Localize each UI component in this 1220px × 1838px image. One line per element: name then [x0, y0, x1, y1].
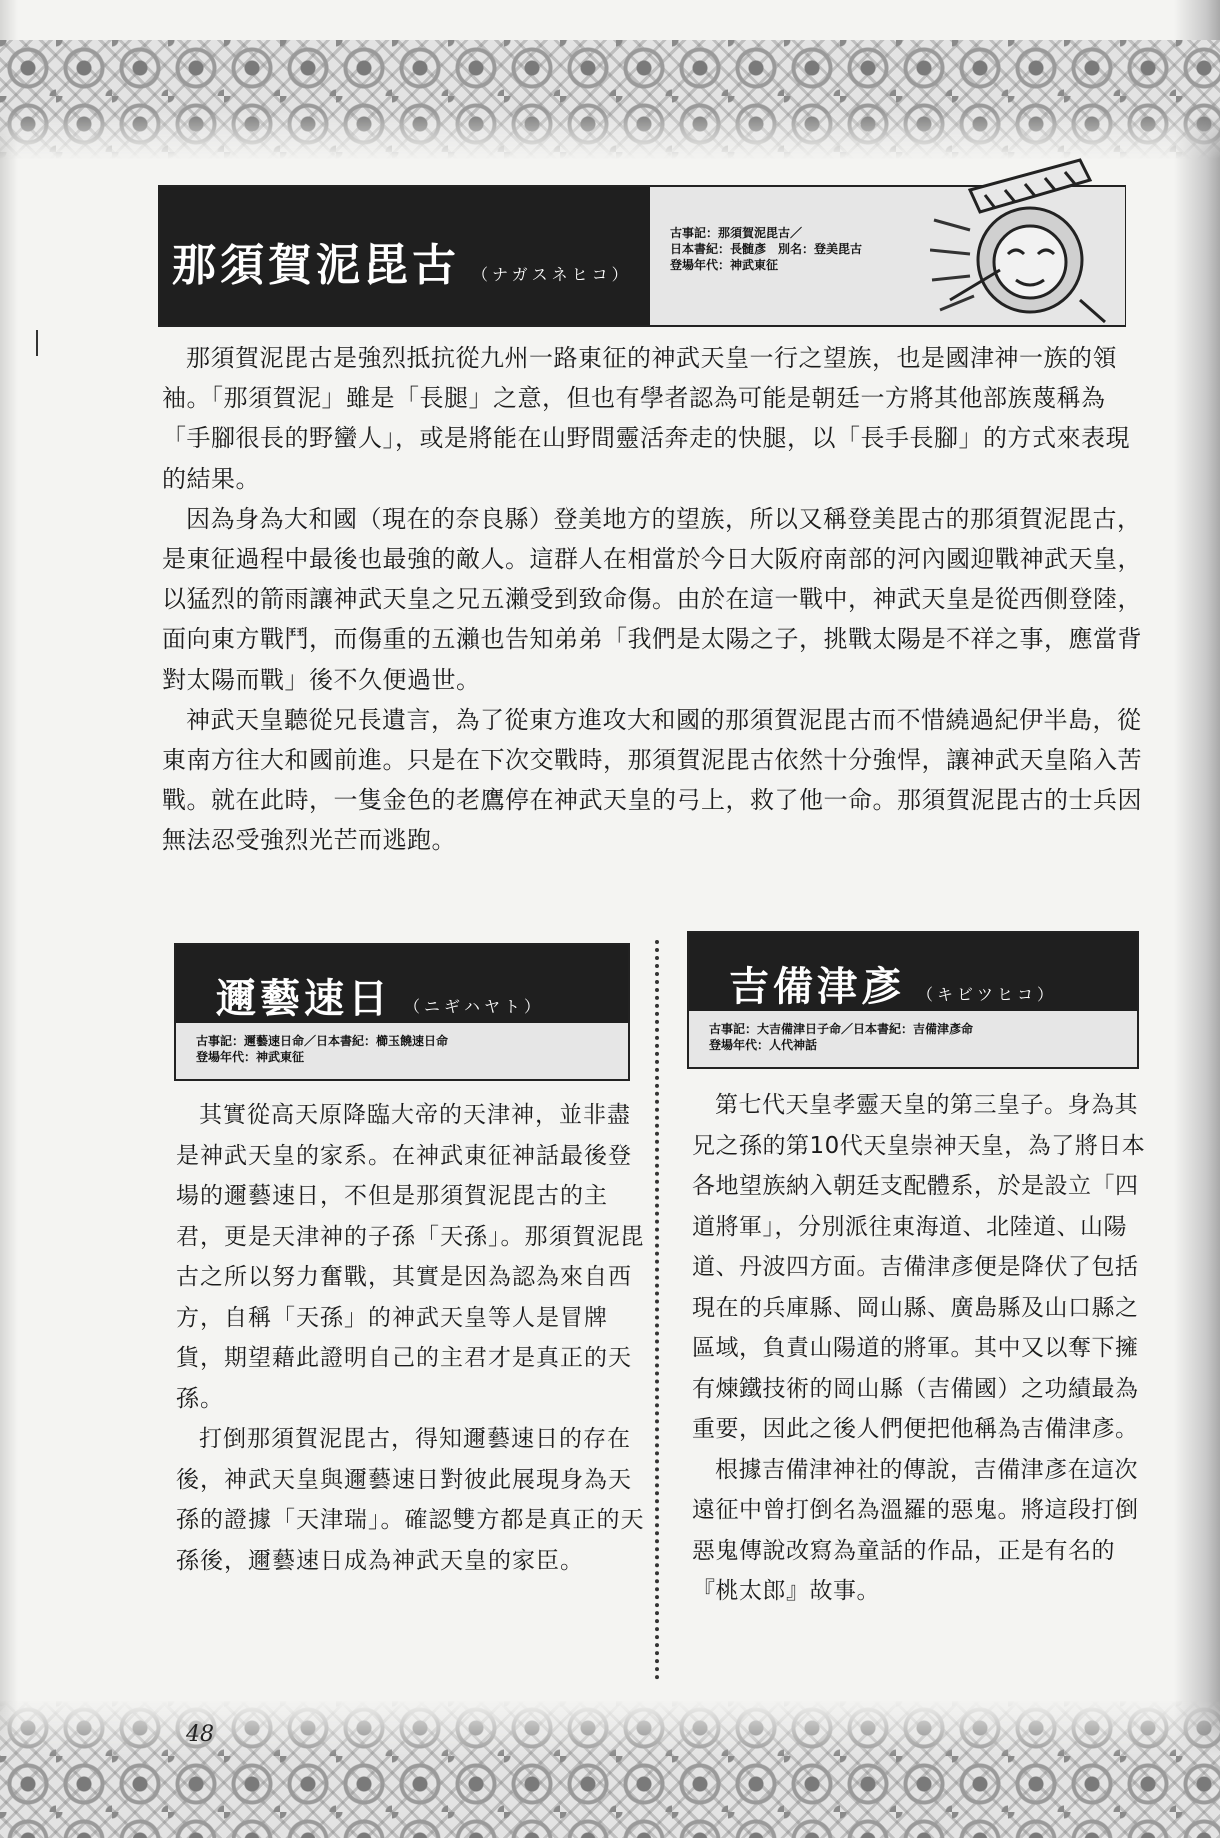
sub1-article-body	[176, 1095, 646, 1581]
main-meta-line: 登場年代：神武東征	[670, 258, 779, 272]
bottom-pattern-border	[0, 1700, 1220, 1838]
page-edge-shadow	[1174, 0, 1220, 1838]
sub1-meta-box	[176, 1023, 628, 1079]
column-divider	[655, 940, 659, 1680]
main-title-heading	[172, 229, 632, 293]
sub2-meta-line: 登場年代：人代神話	[709, 1038, 818, 1052]
sub2-title-box	[687, 931, 1139, 1069]
character-illustration	[930, 150, 1120, 330]
sub1-paragraph: 打倒那須賀泥毘古，得知邇藝速日的存在後，神武天皇與邇藝速日對彼此展現身為天孫的證據「天津瑞」。確認雙方都是真正的天孫後，邇藝速日成為神武天皇的家臣。	[176, 1426, 645, 1574]
sub1-title-kana: （ニギハヤト）	[404, 997, 545, 1016]
sub2-meta-line: 古事記：大吉備津日子命／日本書紀：吉備津彥命	[709, 1022, 974, 1036]
sub1-meta-line: 古事記：邇藝速日命／日本書紀：櫛玉饒速日命	[196, 1034, 449, 1048]
main-title-name: 那須賀泥毘古	[172, 240, 460, 291]
main-meta-line: 日本書紀：長髄彥 別名：登美毘古	[670, 242, 863, 256]
sub2-title-name: 吉備津彥	[729, 963, 905, 1010]
sub2-paragraph: 第七代天皇孝靈天皇的第三皇子。身為其兄之孫的第10代天皇崇神天皇，為了將日本各地望族納入朝廷支配體系，於是設立「四道將軍」，分別派往東海道、北陸道、山陽道、丹波四方面。吉備津彥便是降伏了包括現在的兵庫縣、岡山縣、廣島縣及山口縣之區域，負責山陽道的將軍。其中又以奪下擁有煉鐵技術的岡山縣（吉備國）之功績最為重要，因此之後人們便把他稱為吉備津彥。	[692, 1092, 1146, 1442]
sub2-paragraph: 根據吉備津神社的傳說，吉備津彥在這次遠征中曾打倒名為溫羅的惡鬼。將這段打倒惡鬼傳說改寫為童話的作品，正是有名的『桃太郎』故事。	[692, 1456, 1139, 1604]
main-title-kana: （ナガスネヒコ）	[472, 265, 632, 284]
page-number: 48	[186, 1722, 214, 1747]
main-article-body	[162, 338, 1142, 861]
main-meta-line: 古事記：那須賀泥毘古／	[670, 226, 803, 240]
main-paragraph: 那須賀泥毘古是強烈抵抗從九州一路東征的神武天皇一行之望族，也是國津神一族的領袖。「那須賀泥」雖是「長腿」之意，但也有學者認為可能是朝廷一方將其他部族蔑稱為「手腳很長的野蠻人」，或是將能在山野間靈活奔走的快腿，以「長手長腳」的方式來表現的結果。	[162, 344, 1130, 493]
sub2-article-body	[692, 1085, 1154, 1612]
margin-mark	[36, 330, 38, 356]
sub2-title-heading	[729, 955, 1057, 1012]
sub2-meta-box	[689, 1011, 1137, 1067]
top-pattern-border	[0, 40, 1220, 160]
sub1-title-name: 邇藝速日	[216, 975, 392, 1022]
sub1-title-box	[174, 943, 630, 1081]
sub1-title-heading	[216, 967, 544, 1024]
page-gutter-shadow	[0, 0, 18, 1838]
sub1-meta-line: 登場年代：神武東征	[196, 1050, 305, 1064]
main-paragraph: 因為身為大和國（現在的奈良縣）登美地方的望族，所以又稱登美毘古的那須賀泥毘古，是東征過程中最後也最強的敵人。這群人在相當於今日大阪府南部的河內國迎戰神武天皇，以猛烈的箭雨讓神武天皇之兄五瀨受到致命傷。由於在這一戰中，神武天皇是從西側登陸，面向東方戰鬥，而傷重的五瀨也告知弟弟「我們是太陽之子，挑戰太陽是不祥之事，應當背對太陽而戰」後不久便過世。	[162, 504, 1142, 694]
sub2-title-kana: （キビツヒコ）	[917, 985, 1058, 1004]
sub1-paragraph: 其實從高天原降臨大帝的天津神，並非盡是神武天皇的家系。在神武東征神話最後登場的邇藝速日，不但是那須賀泥毘古的主君，更是天津神的子孫「天孫」。那須賀泥毘古之所以努力奮戰，其實是因為認為來自西方，自稱「天孫」的神武天皇等人是冒牌貨，期望藉此證明自己的主君才是真正的天孫。	[176, 1102, 645, 1412]
main-paragraph: 神武天皇聽從兄長遺言，為了從東方進攻大和國的那須賀泥毘古而不惜繞過紀伊半島，從東南方往大和國前進。只是在下次交戰時，那須賀泥毘古依然十分強悍，讓神武天皇陷入苦戰。就在此時，一隻金色的老鷹停在神武天皇的弓上，救了他一命。那須賀泥毘古的士兵因無法忍受強烈光芒而逃跑。	[162, 705, 1142, 855]
